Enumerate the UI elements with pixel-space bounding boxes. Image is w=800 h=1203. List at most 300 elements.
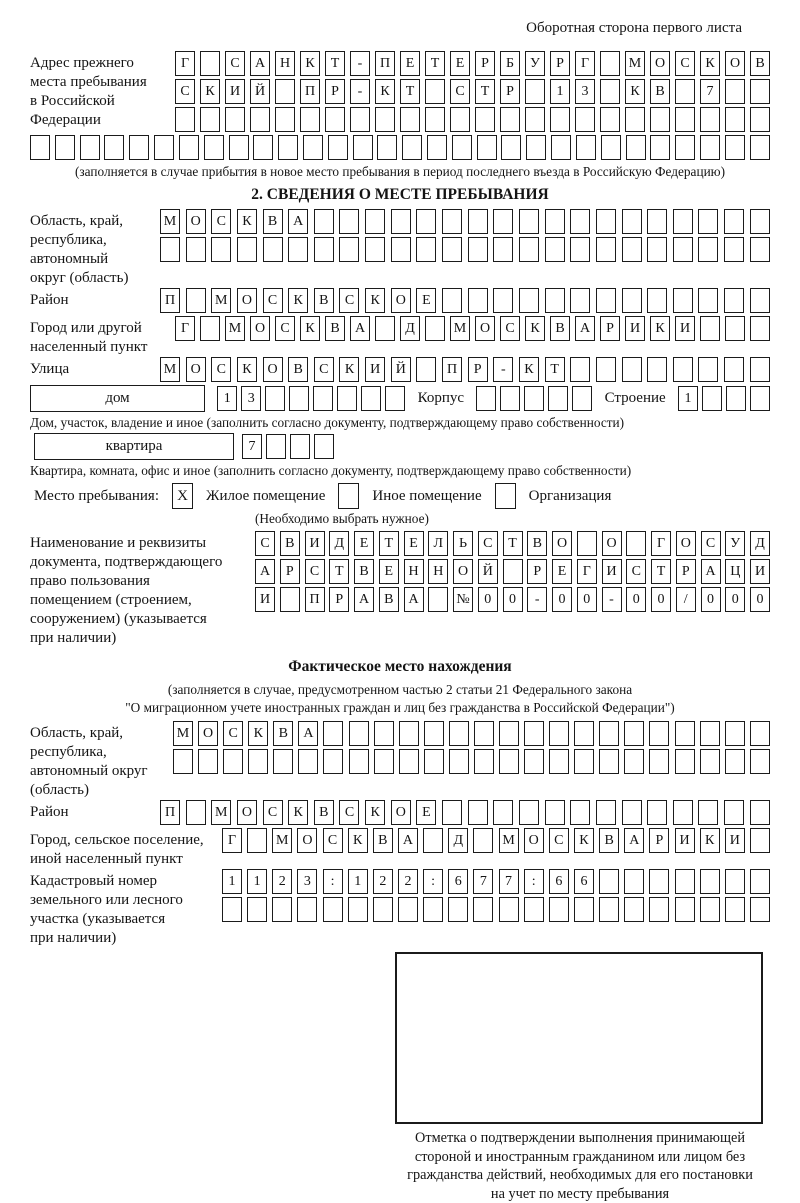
char-box[interactable]: №: [453, 587, 473, 612]
char-box[interactable]: [545, 209, 565, 234]
char-box[interactable]: [425, 79, 445, 104]
char-box[interactable]: [200, 107, 220, 132]
char-box[interactable]: 2: [398, 869, 418, 894]
char-box[interactable]: [450, 107, 470, 132]
char-box[interactable]: О: [198, 721, 218, 746]
char-box[interactable]: [503, 559, 523, 584]
char-box[interactable]: [647, 237, 667, 262]
char-box[interactable]: [200, 316, 220, 341]
char-box[interactable]: [548, 386, 568, 411]
char-box[interactable]: [474, 749, 494, 774]
char-box[interactable]: [549, 897, 569, 922]
char-box[interactable]: [325, 107, 345, 132]
char-box[interactable]: [524, 897, 544, 922]
char-box[interactable]: [675, 107, 695, 132]
char-box[interactable]: П: [300, 79, 320, 104]
char-box[interactable]: :: [423, 869, 443, 894]
char-box[interactable]: [423, 828, 443, 853]
char-box[interactable]: Л: [428, 531, 448, 556]
char-box[interactable]: А: [701, 559, 721, 584]
char-box[interactable]: [266, 434, 286, 459]
char-box[interactable]: [700, 107, 720, 132]
char-box[interactable]: [225, 107, 245, 132]
char-box[interactable]: [574, 721, 594, 746]
char-box[interactable]: [323, 721, 343, 746]
char-box[interactable]: [175, 107, 195, 132]
char-box[interactable]: [473, 828, 493, 853]
char-box[interactable]: К: [700, 828, 720, 853]
char-box[interactable]: О: [263, 357, 283, 382]
char-box[interactable]: К: [574, 828, 594, 853]
char-box[interactable]: [622, 357, 642, 382]
char-box[interactable]: [750, 828, 770, 853]
char-box[interactable]: [427, 135, 447, 160]
char-box[interactable]: [399, 749, 419, 774]
char-box[interactable]: [725, 316, 745, 341]
char-box[interactable]: [673, 237, 693, 262]
char-box[interactable]: К: [300, 316, 320, 341]
char-box[interactable]: [314, 237, 334, 262]
char-box[interactable]: [600, 107, 620, 132]
char-box[interactable]: К: [375, 79, 395, 104]
char-box[interactable]: [673, 357, 693, 382]
char-box[interactable]: О: [676, 531, 696, 556]
char-box[interactable]: [313, 386, 333, 411]
char-box[interactable]: С: [626, 559, 646, 584]
char-box[interactable]: К: [365, 800, 385, 825]
char-box[interactable]: Е: [354, 531, 374, 556]
char-box[interactable]: С: [314, 357, 334, 382]
char-box[interactable]: М: [160, 209, 180, 234]
char-box[interactable]: К: [348, 828, 368, 853]
char-box[interactable]: [649, 721, 669, 746]
char-box[interactable]: 0: [750, 587, 770, 612]
char-box[interactable]: О: [391, 800, 411, 825]
char-box[interactable]: М: [450, 316, 470, 341]
char-box[interactable]: В: [599, 828, 619, 853]
char-box[interactable]: П: [305, 587, 325, 612]
char-box[interactable]: [476, 386, 496, 411]
char-box[interactable]: М: [225, 316, 245, 341]
char-box[interactable]: -: [602, 587, 622, 612]
char-box[interactable]: [647, 209, 667, 234]
char-box[interactable]: [425, 316, 445, 341]
char-box[interactable]: А: [354, 587, 374, 612]
char-box[interactable]: [724, 800, 744, 825]
char-box[interactable]: К: [237, 209, 257, 234]
char-box[interactable]: [570, 288, 590, 313]
char-box[interactable]: В: [273, 721, 293, 746]
char-box[interactable]: [550, 107, 570, 132]
char-box[interactable]: [675, 749, 695, 774]
char-box[interactable]: [750, 135, 770, 160]
char-box[interactable]: [278, 135, 298, 160]
char-box[interactable]: [570, 357, 590, 382]
char-box[interactable]: 7: [242, 434, 262, 459]
char-box[interactable]: [55, 135, 75, 160]
char-box[interactable]: [339, 209, 359, 234]
char-box[interactable]: Р: [527, 559, 547, 584]
char-box[interactable]: [750, 316, 770, 341]
char-box[interactable]: [499, 897, 519, 922]
char-box[interactable]: М: [173, 721, 193, 746]
char-box[interactable]: И: [225, 79, 245, 104]
char-box[interactable]: [442, 237, 462, 262]
char-box[interactable]: [468, 288, 488, 313]
char-box[interactable]: Е: [416, 800, 436, 825]
char-box[interactable]: А: [404, 587, 424, 612]
char-box[interactable]: [449, 721, 469, 746]
char-box[interactable]: [500, 107, 520, 132]
char-box[interactable]: [385, 386, 405, 411]
char-box[interactable]: Г: [577, 559, 597, 584]
char-box[interactable]: [524, 749, 544, 774]
char-box[interactable]: [442, 800, 462, 825]
char-box[interactable]: О: [552, 531, 572, 556]
char-box[interactable]: [493, 209, 513, 234]
char-box[interactable]: Т: [325, 51, 345, 76]
char-box[interactable]: С: [211, 209, 231, 234]
char-box[interactable]: 0: [478, 587, 498, 612]
char-box[interactable]: [675, 721, 695, 746]
char-box[interactable]: [289, 386, 309, 411]
char-box[interactable]: [499, 721, 519, 746]
char-box[interactable]: В: [263, 209, 283, 234]
char-box[interactable]: Е: [379, 559, 399, 584]
char-box[interactable]: К: [519, 357, 539, 382]
char-box[interactable]: К: [248, 721, 268, 746]
char-box[interactable]: [186, 288, 206, 313]
char-box[interactable]: [750, 288, 770, 313]
char-box[interactable]: И: [675, 828, 695, 853]
char-box[interactable]: И: [602, 559, 622, 584]
char-box[interactable]: [493, 288, 513, 313]
char-box[interactable]: С: [323, 828, 343, 853]
char-box[interactable]: [473, 897, 493, 922]
char-box[interactable]: [700, 869, 720, 894]
char-box[interactable]: В: [650, 79, 670, 104]
char-box[interactable]: [750, 237, 770, 262]
char-box[interactable]: [545, 800, 565, 825]
char-box[interactable]: [428, 587, 448, 612]
char-box[interactable]: [750, 79, 770, 104]
char-box[interactable]: И: [750, 559, 770, 584]
char-box[interactable]: С: [263, 800, 283, 825]
char-box[interactable]: К: [237, 357, 257, 382]
char-box[interactable]: [297, 897, 317, 922]
char-box[interactable]: О: [250, 316, 270, 341]
char-box[interactable]: [160, 237, 180, 262]
char-box[interactable]: [574, 897, 594, 922]
char-box[interactable]: /: [676, 587, 696, 612]
char-box[interactable]: [650, 135, 670, 160]
char-box[interactable]: [349, 749, 369, 774]
char-box[interactable]: [525, 79, 545, 104]
char-box[interactable]: М: [211, 288, 231, 313]
char-box[interactable]: Г: [651, 531, 671, 556]
char-box[interactable]: Д: [750, 531, 770, 556]
char-box[interactable]: [353, 135, 373, 160]
char-box[interactable]: [647, 800, 667, 825]
char-box[interactable]: [398, 897, 418, 922]
char-box[interactable]: Д: [400, 316, 420, 341]
char-box[interactable]: П: [442, 357, 462, 382]
char-box[interactable]: [622, 237, 642, 262]
char-box[interactable]: Е: [404, 531, 424, 556]
char-box[interactable]: -: [350, 51, 370, 76]
char-box[interactable]: О: [725, 51, 745, 76]
char-box[interactable]: С: [675, 51, 695, 76]
char-box[interactable]: [545, 288, 565, 313]
char-box[interactable]: [179, 135, 199, 160]
char-box[interactable]: М: [160, 357, 180, 382]
char-box[interactable]: 2: [373, 869, 393, 894]
char-box[interactable]: [500, 386, 520, 411]
char-box[interactable]: С: [450, 79, 470, 104]
char-box[interactable]: М: [211, 800, 231, 825]
char-box[interactable]: [750, 897, 770, 922]
char-box[interactable]: [700, 897, 720, 922]
char-box[interactable]: [700, 721, 720, 746]
char-box[interactable]: Е: [552, 559, 572, 584]
char-box[interactable]: [263, 237, 283, 262]
char-box[interactable]: [572, 386, 592, 411]
char-box[interactable]: Б: [500, 51, 520, 76]
char-box[interactable]: С: [305, 559, 325, 584]
char-box[interactable]: [625, 107, 645, 132]
char-box[interactable]: 0: [701, 587, 721, 612]
char-box[interactable]: [229, 135, 249, 160]
char-box[interactable]: 3: [241, 386, 261, 411]
char-box[interactable]: [424, 749, 444, 774]
char-box[interactable]: П: [160, 288, 180, 313]
char-box[interactable]: В: [314, 800, 334, 825]
char-box[interactable]: [750, 800, 770, 825]
char-box[interactable]: [186, 237, 206, 262]
char-box[interactable]: [575, 107, 595, 132]
char-box[interactable]: [596, 237, 616, 262]
char-box[interactable]: С: [275, 316, 295, 341]
char-box[interactable]: Г: [175, 316, 195, 341]
char-box[interactable]: Р: [649, 828, 669, 853]
checkbox[interactable]: X: [172, 483, 193, 509]
char-box[interactable]: [700, 316, 720, 341]
char-box[interactable]: [448, 897, 468, 922]
char-box[interactable]: К: [650, 316, 670, 341]
char-box[interactable]: К: [525, 316, 545, 341]
char-box[interactable]: [622, 288, 642, 313]
char-box[interactable]: [551, 135, 571, 160]
char-box[interactable]: [649, 749, 669, 774]
char-box[interactable]: [599, 721, 619, 746]
char-box[interactable]: [549, 749, 569, 774]
char-box[interactable]: К: [365, 288, 385, 313]
char-box[interactable]: [596, 209, 616, 234]
char-box[interactable]: [424, 721, 444, 746]
char-box[interactable]: А: [575, 316, 595, 341]
char-box[interactable]: [303, 135, 323, 160]
char-box[interactable]: [474, 721, 494, 746]
char-box[interactable]: [549, 721, 569, 746]
char-box[interactable]: 3: [575, 79, 595, 104]
char-box[interactable]: [468, 237, 488, 262]
char-box[interactable]: [173, 749, 193, 774]
char-box[interactable]: [80, 135, 100, 160]
char-box[interactable]: О: [524, 828, 544, 853]
char-box[interactable]: [698, 209, 718, 234]
char-box[interactable]: Ь: [453, 531, 473, 556]
char-box[interactable]: С: [211, 357, 231, 382]
char-box[interactable]: [577, 531, 597, 556]
char-box[interactable]: О: [391, 288, 411, 313]
char-box[interactable]: Г: [175, 51, 195, 76]
char-box[interactable]: [599, 749, 619, 774]
char-box[interactable]: [596, 357, 616, 382]
char-box[interactable]: С: [255, 531, 275, 556]
char-box[interactable]: Й: [478, 559, 498, 584]
char-box[interactable]: [624, 869, 644, 894]
char-box[interactable]: Е: [416, 288, 436, 313]
char-box[interactable]: [280, 587, 300, 612]
char-box[interactable]: [323, 749, 343, 774]
char-box[interactable]: [374, 749, 394, 774]
char-box[interactable]: У: [525, 51, 545, 76]
char-box[interactable]: [600, 79, 620, 104]
char-box[interactable]: [425, 107, 445, 132]
char-box[interactable]: [700, 749, 720, 774]
char-box[interactable]: [576, 135, 596, 160]
char-box[interactable]: 1: [550, 79, 570, 104]
char-box[interactable]: [673, 209, 693, 234]
char-box[interactable]: [298, 749, 318, 774]
char-box[interactable]: [750, 357, 770, 382]
char-box[interactable]: С: [263, 288, 283, 313]
char-box[interactable]: [725, 721, 745, 746]
char-box[interactable]: [600, 51, 620, 76]
char-box[interactable]: [247, 828, 267, 853]
char-box[interactable]: [624, 749, 644, 774]
char-box[interactable]: С: [339, 288, 359, 313]
char-box[interactable]: [200, 51, 220, 76]
char-box[interactable]: Г: [222, 828, 242, 853]
char-box[interactable]: -: [350, 79, 370, 104]
char-box[interactable]: М: [625, 51, 645, 76]
char-box[interactable]: 1: [348, 869, 368, 894]
char-box[interactable]: [198, 749, 218, 774]
char-box[interactable]: [724, 209, 744, 234]
char-box[interactable]: [337, 386, 357, 411]
char-box[interactable]: И: [625, 316, 645, 341]
char-box[interactable]: 0: [626, 587, 646, 612]
char-box[interactable]: [649, 897, 669, 922]
char-box[interactable]: 0: [725, 587, 745, 612]
char-box[interactable]: 0: [577, 587, 597, 612]
char-box[interactable]: О: [602, 531, 622, 556]
char-box[interactable]: С: [549, 828, 569, 853]
char-box[interactable]: [468, 800, 488, 825]
char-box[interactable]: [416, 209, 436, 234]
char-box[interactable]: А: [250, 51, 270, 76]
char-box[interactable]: [129, 135, 149, 160]
char-box[interactable]: А: [288, 209, 308, 234]
char-box[interactable]: [650, 107, 670, 132]
char-box[interactable]: [725, 135, 745, 160]
char-box[interactable]: [698, 357, 718, 382]
char-box[interactable]: Н: [404, 559, 424, 584]
char-box[interactable]: [545, 237, 565, 262]
char-box[interactable]: [599, 869, 619, 894]
char-box[interactable]: [675, 79, 695, 104]
char-box[interactable]: [314, 209, 334, 234]
char-box[interactable]: Е: [400, 51, 420, 76]
char-box[interactable]: О: [237, 288, 257, 313]
char-box[interactable]: [247, 897, 267, 922]
char-box[interactable]: Т: [475, 79, 495, 104]
char-box[interactable]: [265, 386, 285, 411]
char-box[interactable]: Д: [448, 828, 468, 853]
char-box[interactable]: [673, 800, 693, 825]
char-box[interactable]: 0: [651, 587, 671, 612]
char-box[interactable]: [361, 386, 381, 411]
char-box[interactable]: [725, 79, 745, 104]
char-box[interactable]: [375, 316, 395, 341]
char-box[interactable]: В: [314, 288, 334, 313]
char-box[interactable]: [272, 897, 292, 922]
char-box[interactable]: Р: [676, 559, 696, 584]
char-box[interactable]: О: [186, 357, 206, 382]
char-box[interactable]: [750, 869, 770, 894]
char-box[interactable]: [524, 721, 544, 746]
char-box[interactable]: [402, 135, 422, 160]
char-box[interactable]: 7: [473, 869, 493, 894]
char-box[interactable]: Й: [250, 79, 270, 104]
char-box[interactable]: В: [527, 531, 547, 556]
char-box[interactable]: [377, 135, 397, 160]
char-box[interactable]: В: [750, 51, 770, 76]
char-box[interactable]: [501, 135, 521, 160]
char-box[interactable]: [519, 237, 539, 262]
char-box[interactable]: 7: [499, 869, 519, 894]
char-box[interactable]: Е: [450, 51, 470, 76]
char-box[interactable]: О: [650, 51, 670, 76]
char-box[interactable]: [314, 434, 334, 459]
char-box[interactable]: С: [339, 800, 359, 825]
char-box[interactable]: [750, 107, 770, 132]
char-box[interactable]: [250, 107, 270, 132]
char-box[interactable]: [750, 721, 770, 746]
char-box[interactable]: А: [298, 721, 318, 746]
char-box[interactable]: Т: [379, 531, 399, 556]
char-box[interactable]: :: [323, 869, 343, 894]
char-box[interactable]: 3: [297, 869, 317, 894]
char-box[interactable]: Г: [575, 51, 595, 76]
char-box[interactable]: Р: [468, 357, 488, 382]
char-box[interactable]: [526, 135, 546, 160]
char-box[interactable]: [275, 107, 295, 132]
char-box[interactable]: [725, 869, 745, 894]
char-box[interactable]: [104, 135, 124, 160]
char-box[interactable]: [288, 237, 308, 262]
char-box[interactable]: [574, 749, 594, 774]
char-box[interactable]: [348, 897, 368, 922]
char-box[interactable]: Р: [500, 79, 520, 104]
char-box[interactable]: 1: [222, 869, 242, 894]
char-box[interactable]: [622, 800, 642, 825]
char-box[interactable]: [416, 237, 436, 262]
char-box[interactable]: И: [365, 357, 385, 382]
char-box[interactable]: И: [255, 587, 275, 612]
char-box[interactable]: -: [527, 587, 547, 612]
